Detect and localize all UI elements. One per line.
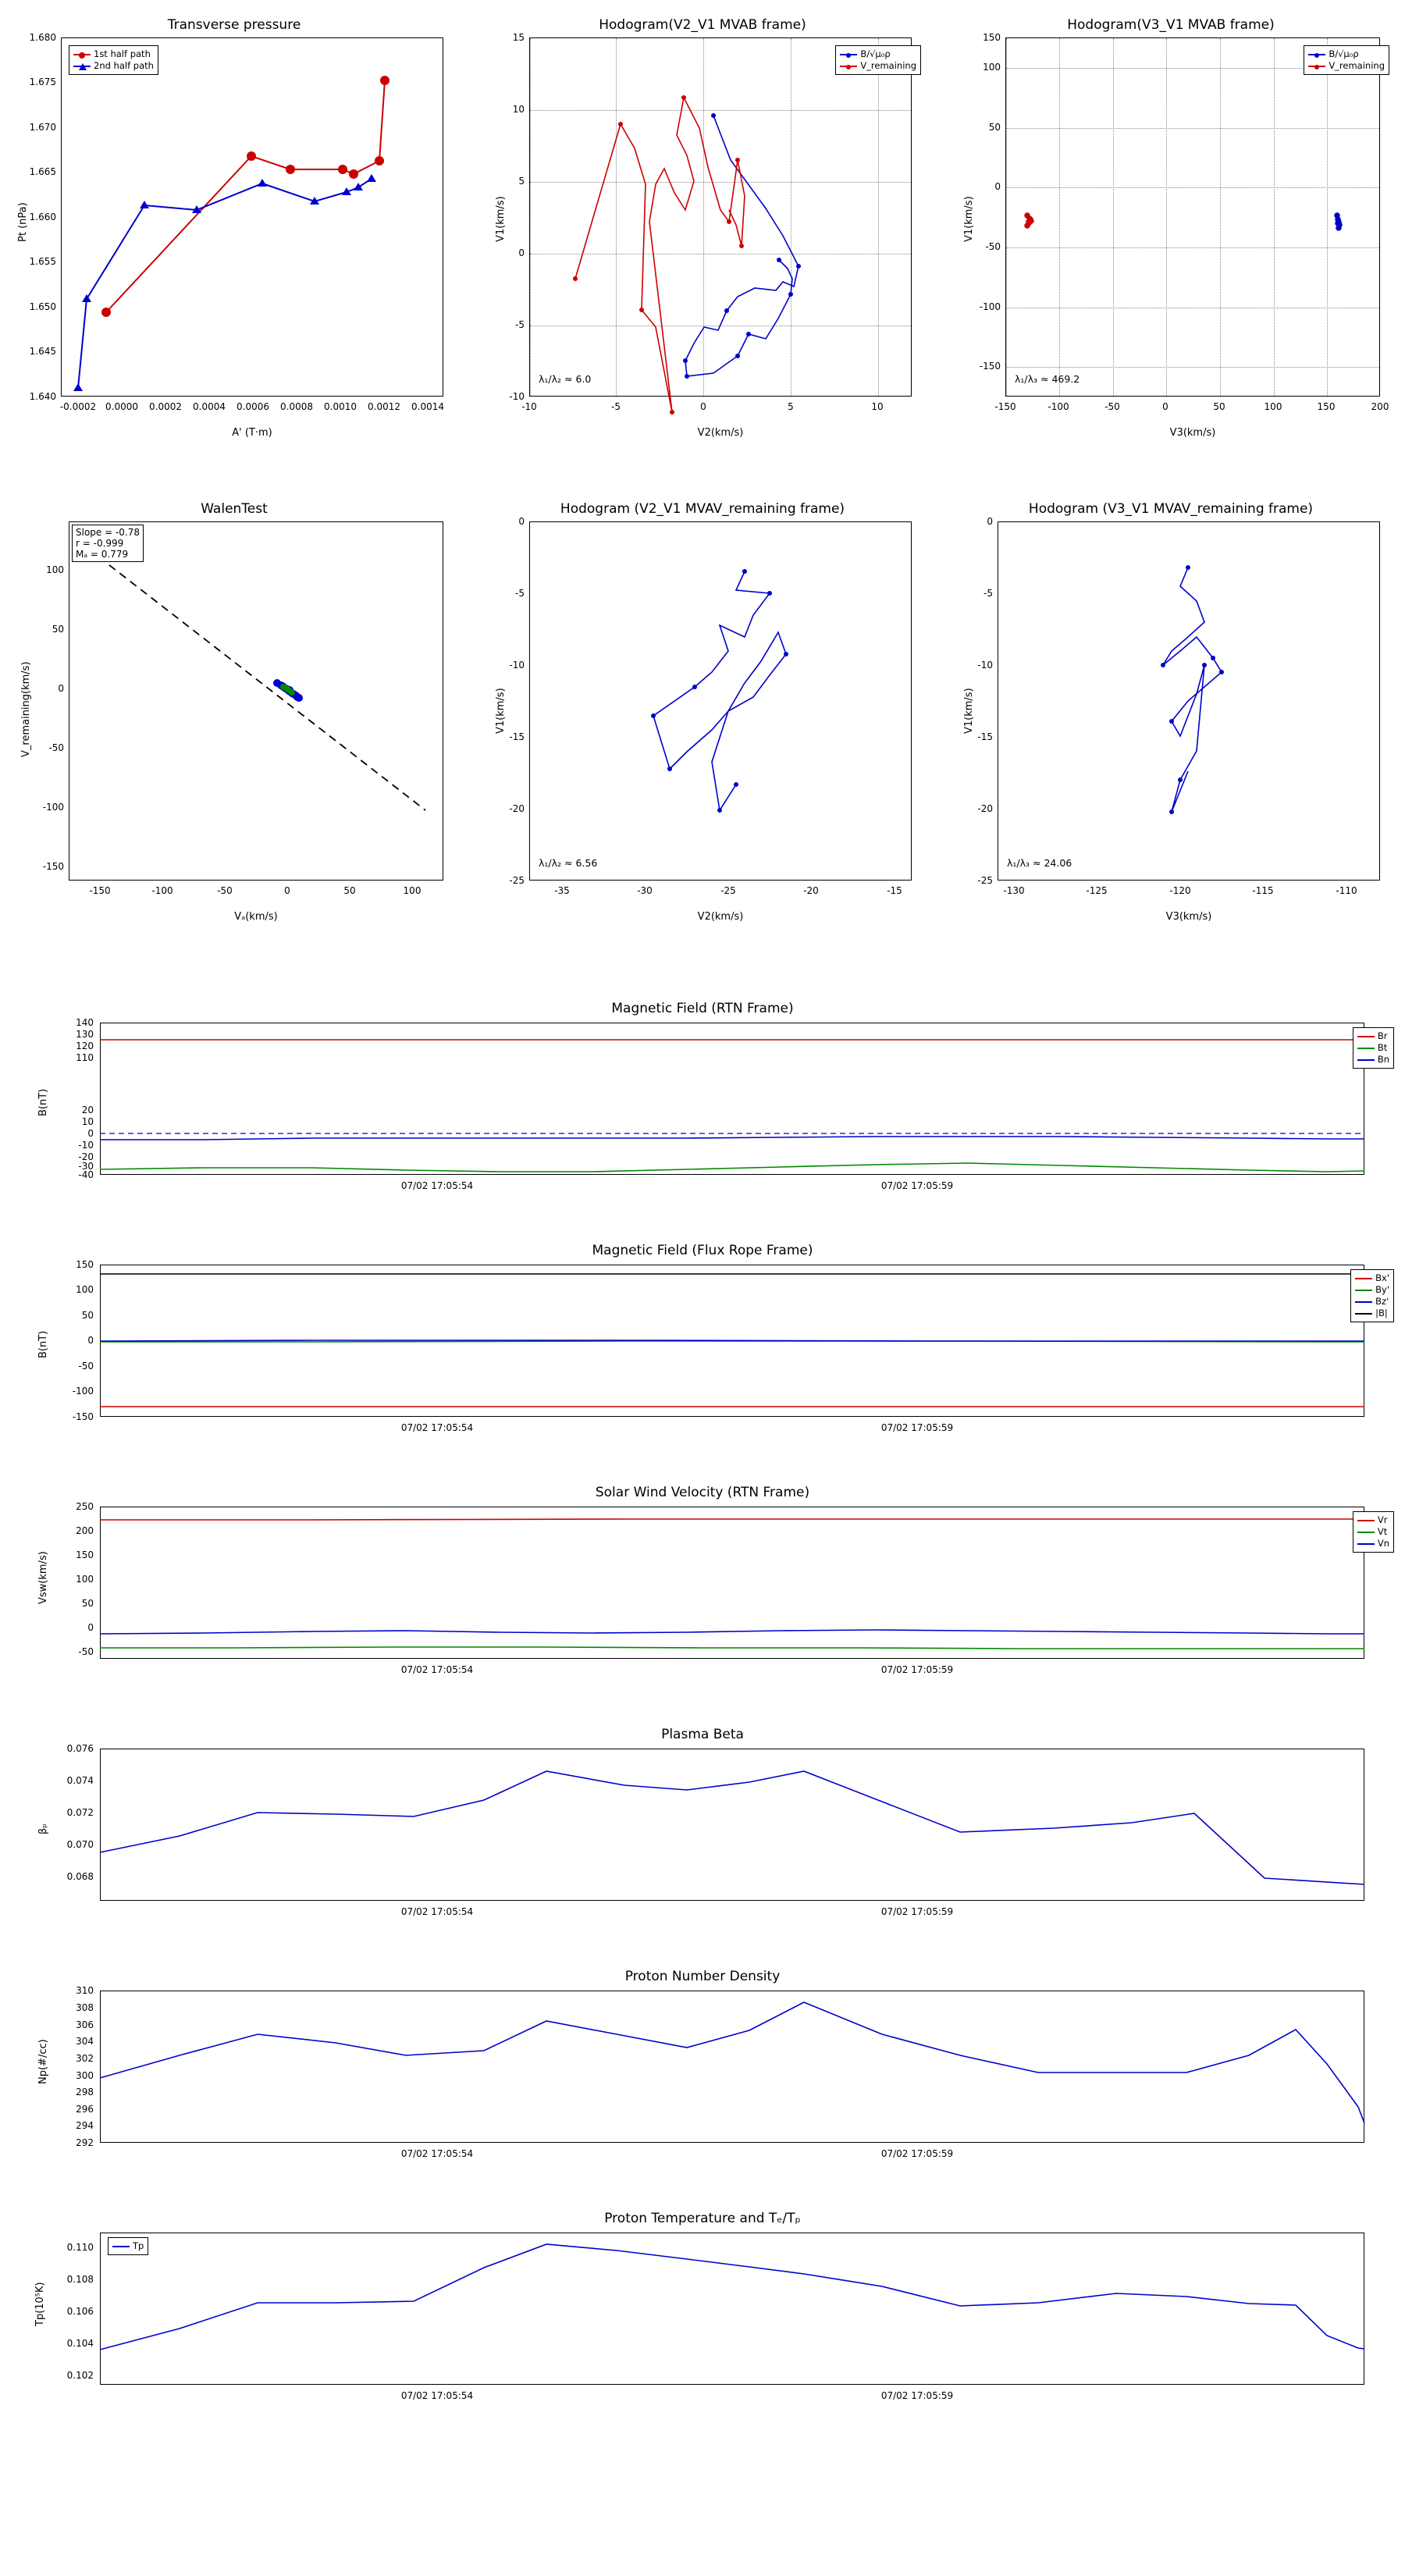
x-axis-label: V2(km/s) — [697, 427, 744, 439]
x-tick: 0.0000 — [105, 401, 138, 412]
y-tick: -40 — [78, 1169, 94, 1180]
x-axis-label: A' (T·m) — [232, 427, 272, 439]
x-tick: -110 — [1336, 885, 1357, 896]
legend — [835, 45, 921, 75]
legend-item — [1357, 1526, 1389, 1538]
panel-proton-number-density — [0, 1959, 1405, 2186]
legend-item — [1355, 1308, 1389, 1319]
x-tick: 0 — [700, 401, 706, 412]
y-tick: 150 — [76, 1550, 94, 1560]
x-tick: 07/02 17:05:54 — [400, 1180, 474, 1191]
x-tick: 07/02 17:05:59 — [880, 1906, 954, 1917]
series-canvas — [0, 1959, 1405, 2186]
y-tick: -150 — [979, 361, 1001, 372]
x-tick: 0.0006 — [237, 401, 269, 412]
y-tick: -15 — [509, 731, 525, 742]
y-tick: 100 — [46, 564, 64, 575]
y-tick: 100 — [983, 62, 1001, 73]
y-axis-label: B(nT) — [37, 1088, 49, 1116]
x-tick: 0.0012 — [368, 401, 400, 412]
legend-label: Br — [1377, 1030, 1388, 1041]
panel-magnetic-field-flux-rope — [0, 1233, 1405, 1460]
legend — [1353, 1511, 1394, 1553]
panel-title: Proton Number Density — [624, 1969, 781, 1984]
x-axis-label: V2(km/s) — [697, 911, 744, 923]
legend — [108, 2237, 148, 2255]
series-canvas — [0, 1717, 1405, 1944]
y-axis-label: V1(km/s) — [963, 688, 975, 734]
y-tick: 1.670 — [29, 122, 56, 133]
y-tick: -15 — [977, 731, 993, 742]
y-tick: 302 — [76, 2053, 94, 2064]
legend — [1350, 1269, 1394, 1322]
legend-item — [73, 60, 154, 72]
y-tick: 1.660 — [29, 212, 56, 222]
legend-label: Bx' — [1375, 1272, 1389, 1283]
legend — [1353, 1027, 1394, 1069]
legend-item — [1357, 1538, 1389, 1550]
legend-item — [1308, 60, 1385, 72]
x-tick: -50 — [217, 885, 233, 896]
x-tick: 0.0004 — [193, 401, 226, 412]
x-tick: -20 — [803, 885, 819, 896]
y-axis-label: V1(km/s) — [963, 196, 975, 242]
y-tick: 292 — [76, 2137, 94, 2148]
y-tick: 298 — [76, 2087, 94, 2097]
y-tick: 200 — [76, 1525, 94, 1536]
x-tick: -125 — [1086, 885, 1108, 896]
y-tick: 0 — [518, 516, 525, 527]
y-tick: 250 — [76, 1501, 94, 1512]
y-tick: 0 — [87, 1128, 94, 1139]
x-tick: 0 — [284, 885, 290, 896]
panel-magnetic-field-rtn — [0, 991, 1405, 1218]
y-tick: 130 — [76, 1029, 94, 1040]
x-tick: 0.0008 — [280, 401, 313, 412]
y-tick: 1.655 — [29, 256, 56, 267]
series-canvas — [0, 2201, 1405, 2435]
legend-label: Bt — [1377, 1042, 1388, 1053]
legend-label: Bn — [1377, 1054, 1389, 1065]
legend-label: Vr — [1377, 1514, 1388, 1525]
panel-proton-temperature — [0, 2201, 1405, 2435]
y-tick: 0 — [987, 516, 993, 527]
y-tick: 0 — [87, 1622, 94, 1633]
y-tick: 304 — [76, 2036, 94, 2047]
legend-item — [840, 60, 916, 72]
x-tick: 0.0010 — [324, 401, 357, 412]
legend-item — [1357, 1030, 1389, 1042]
y-tick: 0.110 — [66, 2242, 94, 2253]
y-tick: -20 — [509, 803, 525, 814]
y-tick: -5 — [515, 588, 525, 599]
y-tick: 110 — [76, 1052, 94, 1063]
x-axis-label: V3(km/s) — [1169, 427, 1216, 439]
x-tick: 07/02 17:05:54 — [400, 1422, 474, 1433]
x-tick: 50 — [1213, 401, 1225, 412]
panel-title: Hodogram (V2_V1 MVAV_remaining frame) — [560, 501, 845, 517]
legend-label: B/√μ₀ρ — [860, 48, 891, 59]
y-tick: -150 — [72, 1411, 94, 1422]
panel-solar-wind-velocity-rtn — [0, 1475, 1405, 1702]
x-tick: -10 — [521, 401, 537, 412]
series-canvas — [0, 1233, 1405, 1460]
series-canvas — [0, 991, 1405, 1218]
y-tick: 150 — [76, 1259, 94, 1270]
y-tick: -10 — [977, 660, 993, 671]
y-tick: -50 — [48, 742, 64, 753]
panel-transverse-pressure — [0, 0, 468, 468]
legend-label: Bz' — [1375, 1296, 1389, 1307]
y-tick: -30 — [78, 1161, 94, 1172]
eigenvalue-ratio-annotation: λ₁/λ₃ ≈ 24.06 — [1007, 857, 1072, 869]
x-tick: -15 — [887, 885, 902, 896]
y-tick: 300 — [76, 2070, 94, 2081]
legend-item — [1355, 1284, 1389, 1296]
y-tick: 100 — [76, 1284, 94, 1295]
legend-label: V_remaining — [1329, 60, 1385, 71]
x-tick: 07/02 17:05:59 — [880, 1422, 954, 1433]
y-tick: 5 — [518, 176, 525, 187]
y-tick: -25 — [509, 875, 525, 886]
legend-item — [73, 48, 154, 60]
y-tick: -50 — [985, 241, 1001, 252]
y-tick: -100 — [72, 1386, 94, 1397]
y-tick: 0.108 — [66, 2274, 94, 2285]
y-tick: 50 — [988, 122, 1001, 133]
x-tick: 07/02 17:05:59 — [880, 2148, 954, 2159]
y-tick: 296 — [76, 2104, 94, 2115]
panel-hodogram-v3v1-mvavr — [937, 484, 1405, 952]
y-tick: 310 — [76, 1985, 94, 1996]
x-tick: 150 — [1317, 401, 1336, 412]
panel-title: Proton Temperature and Tₑ/Tₚ — [604, 2211, 801, 2226]
y-axis-label: Pt (nPa) — [17, 202, 29, 242]
y-tick: 10 — [81, 1116, 94, 1127]
y-tick: 50 — [52, 624, 64, 635]
panel-title: Magnetic Field (RTN Frame) — [611, 1001, 794, 1016]
y-tick: 120 — [76, 1041, 94, 1051]
y-tick: 150 — [983, 32, 1001, 43]
legend-item — [1355, 1296, 1389, 1308]
x-tick: 100 — [1264, 401, 1282, 412]
y-tick: 1.650 — [29, 301, 56, 312]
legend-label: 1st half path — [94, 48, 151, 59]
y-tick: 1.645 — [29, 346, 56, 357]
x-tick: 07/02 17:05:54 — [400, 1906, 474, 1917]
walen-slope: Slope = -0.78 — [76, 527, 140, 538]
y-axis-label: Vsw(km/s) — [37, 1551, 49, 1604]
y-tick: 20 — [81, 1105, 94, 1115]
panel-hodogram-v2v1-mvavr — [468, 484, 937, 952]
panel-title: Hodogram(V3_V1 MVAB frame) — [1067, 17, 1275, 33]
x-tick: 07/02 17:05:54 — [400, 1664, 474, 1675]
x-tick: 07/02 17:05:54 — [400, 2148, 474, 2159]
x-tick: 10 — [871, 401, 884, 412]
walen-r: r = -0.999 — [76, 538, 124, 549]
legend-item — [1357, 1514, 1389, 1526]
panel-plasma-beta — [0, 1717, 1405, 1944]
panel-title: Hodogram (V3_V1 MVAV_remaining frame) — [1028, 501, 1314, 517]
legend-item — [1355, 1272, 1389, 1284]
legend-label: V_remaining — [860, 60, 916, 71]
panel-title: Solar Wind Velocity (RTN Frame) — [595, 1485, 810, 1500]
y-tick: -150 — [42, 861, 64, 872]
eigenvalue-ratio-annotation: λ₁/λ₂ ≈ 6.56 — [539, 857, 598, 869]
y-tick: 0.070 — [66, 1839, 94, 1850]
y-tick: -25 — [977, 875, 993, 886]
walen-info-box — [72, 525, 144, 562]
x-axis-label: V3(km/s) — [1165, 911, 1212, 923]
y-tick: -5 — [515, 319, 525, 330]
panel-walen-test — [0, 484, 468, 952]
legend-label: Tp — [133, 2240, 144, 2251]
panel-hodogram-v3v1-mvab — [937, 0, 1405, 468]
y-tick: 15 — [512, 32, 525, 43]
series-canvas — [0, 484, 468, 952]
y-axis-label: B(nT) — [37, 1330, 49, 1358]
x-tick: 100 — [403, 885, 422, 896]
y-tick: 1.680 — [29, 32, 56, 43]
x-tick: -50 — [1104, 401, 1120, 412]
y-axis-label: Tp(10⁵K) — [34, 2282, 46, 2326]
x-tick: -100 — [1048, 401, 1069, 412]
panel-title: WalenTest — [201, 501, 268, 517]
y-tick: 0 — [994, 181, 1001, 192]
eigenvalue-ratio-annotation: λ₁/λ₂ ≈ 6.0 — [539, 373, 592, 385]
series-canvas — [468, 484, 937, 952]
legend-item — [112, 2240, 144, 2252]
y-tick: 0 — [87, 1335, 94, 1346]
y-tick: 0.072 — [66, 1807, 94, 1818]
y-axis-label: V1(km/s) — [495, 688, 507, 734]
x-tick: 0.0014 — [411, 401, 444, 412]
y-axis-label: V1(km/s) — [495, 196, 507, 242]
panel-title: Transverse pressure — [167, 17, 301, 33]
y-tick: 308 — [76, 2002, 94, 2013]
x-tick: -150 — [994, 401, 1016, 412]
y-tick: 306 — [76, 2019, 94, 2030]
x-tick: -30 — [637, 885, 653, 896]
y-tick: 140 — [76, 1017, 94, 1028]
y-tick: 1.640 — [29, 391, 56, 402]
y-tick: 50 — [81, 1598, 94, 1609]
legend-item — [1308, 48, 1385, 60]
y-tick: -10 — [509, 391, 525, 402]
legend-item — [1357, 1054, 1389, 1066]
y-tick: -100 — [42, 802, 64, 813]
y-tick: -10 — [78, 1140, 94, 1151]
legend-label: Vt — [1377, 1526, 1388, 1537]
x-tick: 5 — [788, 401, 794, 412]
x-tick: 200 — [1371, 401, 1389, 412]
panel-hodogram-v2v1-mvab — [468, 0, 937, 468]
panel-title: Hodogram(V2_V1 MVAB frame) — [599, 17, 806, 33]
legend — [69, 45, 158, 75]
y-axis-label: V_remaining(km/s) — [20, 661, 32, 757]
y-tick: 0 — [518, 247, 525, 258]
legend-label: Vn — [1377, 1538, 1389, 1549]
x-tick: 07/02 17:05:54 — [400, 2390, 474, 2401]
x-tick: -115 — [1252, 885, 1274, 896]
legend-label: |B| — [1375, 1308, 1388, 1318]
y-tick: 0.104 — [66, 2338, 94, 2349]
x-tick: 0 — [1162, 401, 1168, 412]
panel-title: Plasma Beta — [661, 1727, 744, 1742]
series-canvas — [937, 484, 1405, 952]
y-tick: 0.076 — [66, 1743, 94, 1754]
legend — [1304, 45, 1389, 75]
y-axis-label: Np(#/cc) — [37, 2039, 49, 2084]
y-tick: 0.106 — [66, 2306, 94, 2317]
legend-label: By' — [1375, 1284, 1389, 1295]
y-tick: 0 — [58, 683, 64, 694]
y-tick: 0.068 — [66, 1871, 94, 1882]
walen-ma: Mₐ = 0.779 — [76, 549, 129, 560]
y-tick: -50 — [78, 1361, 94, 1372]
y-tick: -100 — [979, 301, 1001, 312]
series-canvas — [0, 1475, 1405, 1702]
y-tick: -20 — [78, 1151, 94, 1162]
x-tick: 07/02 17:05:59 — [880, 2390, 954, 2401]
y-tick: 10 — [512, 104, 525, 115]
x-tick: -130 — [1003, 885, 1025, 896]
x-axis-label: Vₐ(km/s) — [234, 911, 278, 923]
y-tick: 1.675 — [29, 76, 56, 87]
x-tick: -35 — [554, 885, 570, 896]
x-tick: -100 — [151, 885, 173, 896]
y-tick: -5 — [984, 588, 993, 599]
y-tick: 1.665 — [29, 166, 56, 177]
legend-item — [840, 48, 916, 60]
y-tick: -50 — [78, 1646, 94, 1657]
y-axis-label: βₚ — [37, 1823, 49, 1834]
x-tick: 50 — [343, 885, 356, 896]
legend-item — [1357, 1042, 1389, 1054]
y-tick: 294 — [76, 2120, 94, 2131]
x-tick: 07/02 17:05:59 — [880, 1180, 954, 1191]
y-tick: 0.102 — [66, 2370, 94, 2381]
x-tick: -150 — [89, 885, 111, 896]
y-tick: -20 — [977, 803, 993, 814]
x-tick: -120 — [1169, 885, 1191, 896]
x-tick: 0.0002 — [149, 401, 182, 412]
x-tick: 07/02 17:05:59 — [880, 1664, 954, 1675]
y-tick: 50 — [81, 1310, 94, 1321]
x-tick: -5 — [611, 401, 621, 412]
x-tick: -25 — [720, 885, 736, 896]
panel-title: Magnetic Field (Flux Rope Frame) — [592, 1243, 813, 1258]
legend-label: 2nd half path — [94, 60, 154, 71]
eigenvalue-ratio-annotation: λ₁/λ₃ ≈ 469.2 — [1015, 373, 1080, 385]
legend-label: B/√μ₀ρ — [1329, 48, 1359, 59]
y-tick: -10 — [509, 660, 525, 671]
y-tick: 0.074 — [66, 1775, 94, 1786]
y-tick: 100 — [76, 1574, 94, 1585]
x-tick: -0.0002 — [59, 401, 97, 412]
